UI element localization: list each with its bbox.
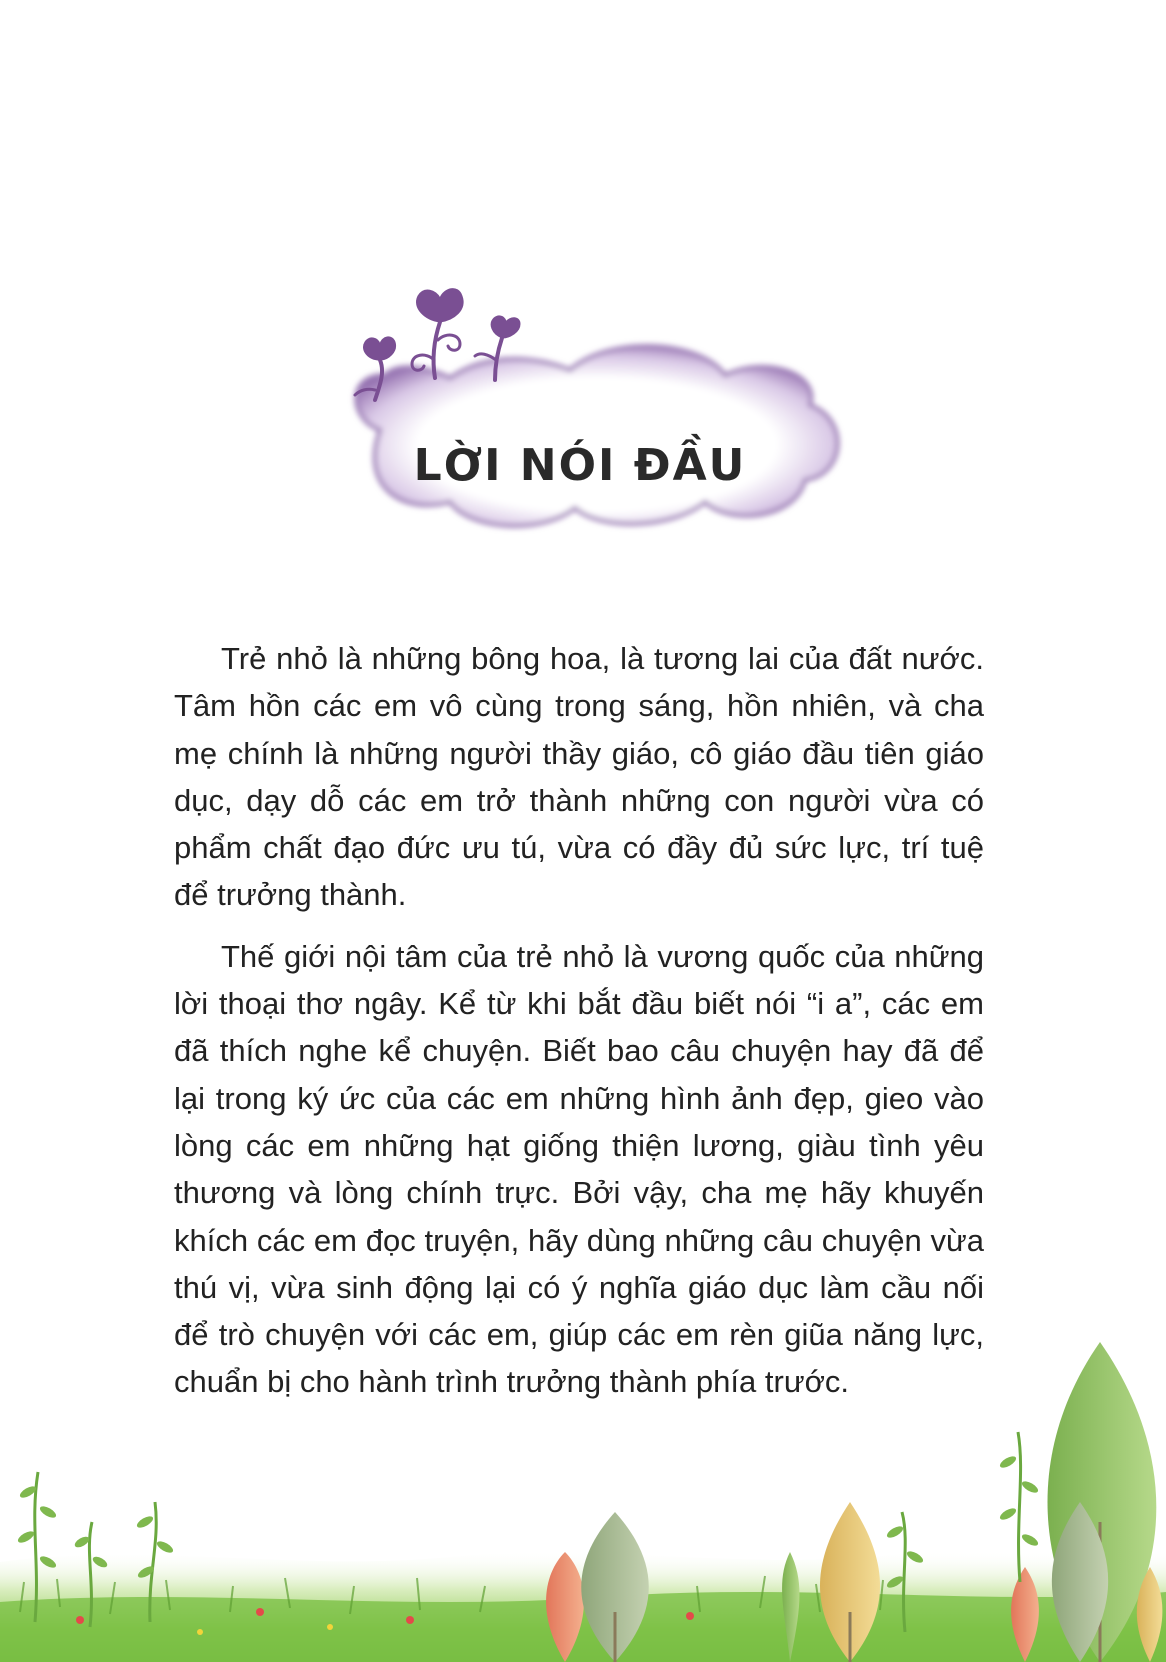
meadow-illustration-icon (0, 1142, 1166, 1662)
paragraph-2: Thế giới nội tâm của trẻ nhỏ là vương quốc của những lời thoại thơ ngây. Kể từ khi bắt đầu biết nói “i a”, các em đã thích nghe kể chuyện. Biết bao câu chuyện hay đã để lại trong ký ức của các em những hình ảnh đẹp, gieo vào lòng các em những hạt giống thiện lương, giàu tình yêu thương và lòng chính trực. Bởi vậy, cha mẹ hãy khuyến khích các em đọc truyện, hãy dùng những câu chuyện vừa thú vị, vừa sinh động lại có ý nghĩa giáo dục làm cầu nối để trò chuyện với các em, giúp các em rèn giũa năng lực, chuẩn bị cho hành trình trưởng thành phía trước. (174, 938, 984, 1400)
title-banner (340, 280, 860, 570)
page-title: LỜI NÓI ĐẦU (413, 440, 747, 491)
paragraph-1: Trẻ nhỏ là những bông hoa, là tương lai của đất nước. Tâm hồn các em vô cùng trong sáng, hồn nhiên, và cha mẹ chính là những người thầy giáo, cô giáo đầu tiên giáo dục, dạy dỗ các em trở thành những con người vừa có phẩm chất đạo đức ưu tú, vừa có đầy đủ sức lực, trí tuệ để trưởng thành. (174, 641, 984, 913)
cloud-banner-icon (340, 280, 860, 570)
